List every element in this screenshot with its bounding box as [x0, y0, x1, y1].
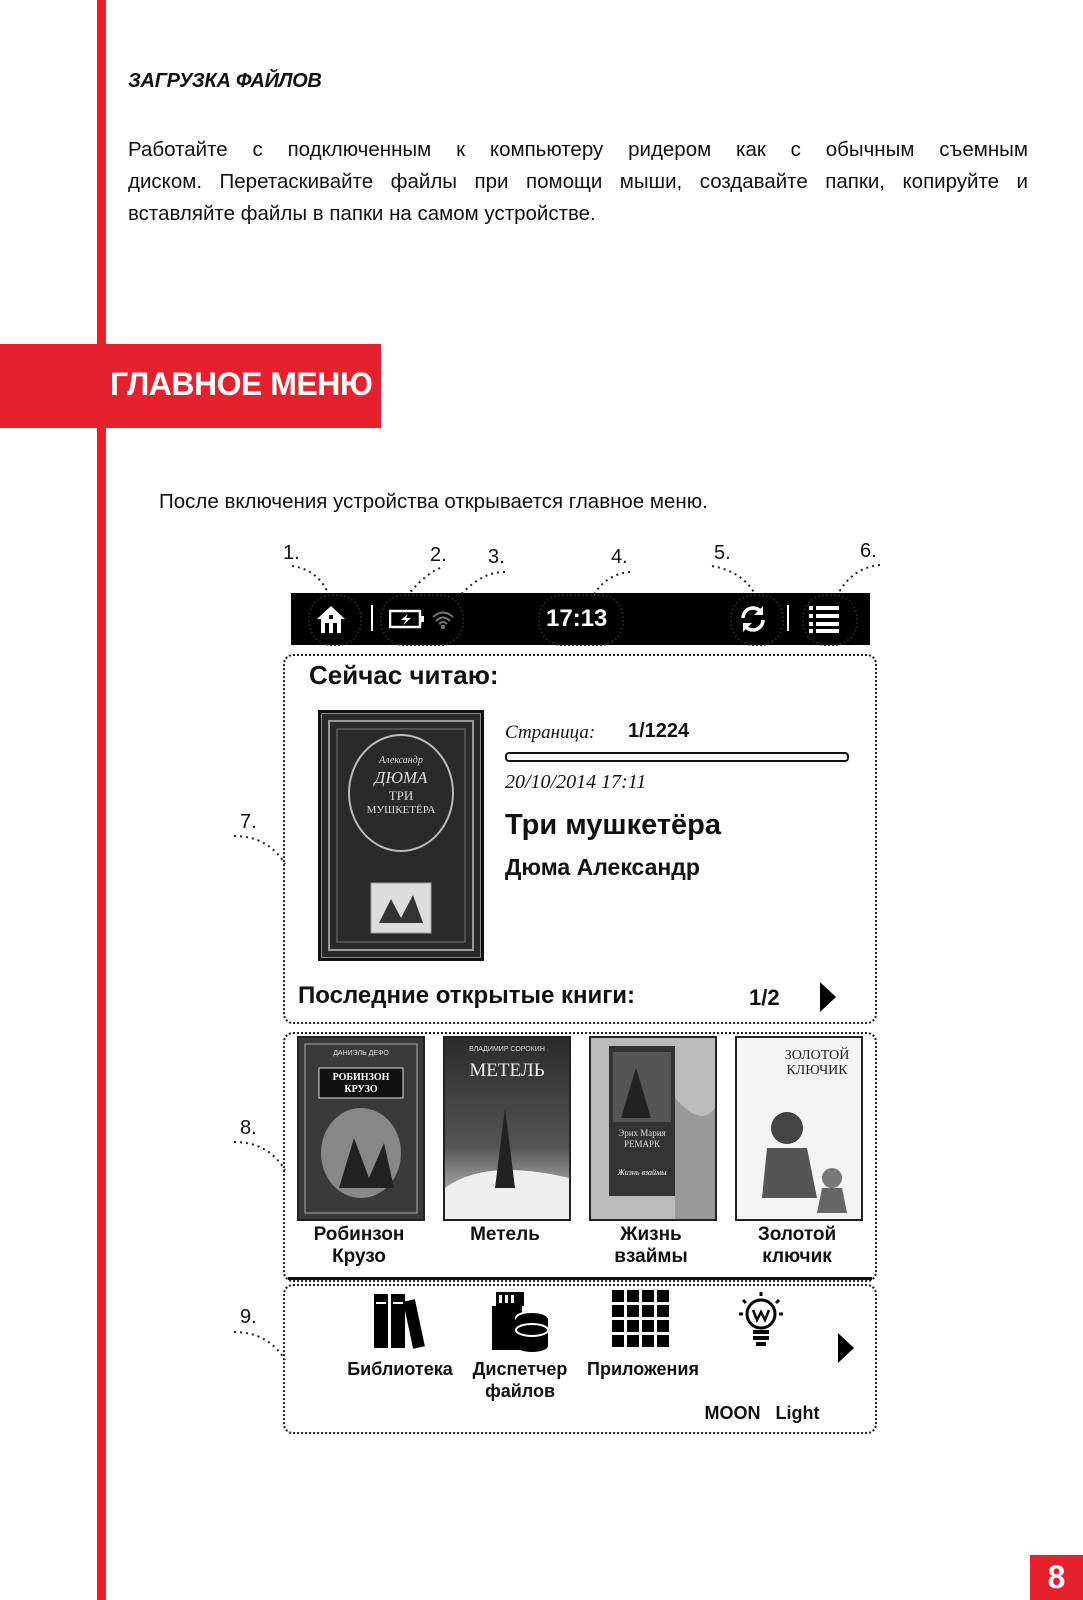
highlight-ring [730, 594, 784, 646]
paragraph-line: диском. Перетаскивайте файлы при помощи мыши, создавайте папки, копируйте и [128, 170, 1028, 193]
now-reading-heading: Сейчас читаю: [309, 660, 499, 690]
status-time: 17:13 [546, 605, 608, 632]
label-line: Жизнь [620, 1224, 682, 1245]
recent-book-label[interactable] [284, 1224, 434, 1268]
cover-title: РОБИНЗОН КРУЗО [332, 1072, 390, 1095]
callout-9: 9. [240, 1306, 257, 1328]
next-page-arrow-icon[interactable] [820, 982, 836, 1012]
leader-line [234, 836, 285, 864]
label-line: Библиотека [347, 1359, 453, 1379]
recent-books-heading: Последние открытые книги: [298, 982, 635, 1009]
page-label: Страница: [505, 722, 596, 743]
reading-progress-bar [505, 752, 849, 762]
label-line: Приложения [587, 1359, 699, 1379]
book-cover-zhizn[interactable] [589, 1036, 717, 1221]
paragraph-line: Работайте с подключенным к компьютеру ридером как с обычным съемным [128, 138, 1028, 161]
callout-3: 3. [488, 546, 505, 568]
app-label-moon-light[interactable] [700, 1358, 824, 1446]
callout-2: 2. [430, 544, 447, 566]
label-line: Робинзон [313, 1224, 405, 1245]
last-read-date: 20/10/2014 17:11 [505, 771, 647, 793]
recent-book-label[interactable] [722, 1224, 872, 1268]
cover-title-2: МУШКЕТЁРА [366, 804, 436, 816]
label-line: взаймы [614, 1246, 688, 1267]
app-label-library[interactable] [340, 1358, 460, 1380]
callout-7: 7. [240, 811, 257, 833]
book-cover-zolotoy[interactable] [735, 1036, 863, 1221]
cover-title: Жизнь взаймы [617, 1168, 667, 1177]
highlight-ring [802, 594, 858, 646]
app-label-applications[interactable] [580, 1358, 706, 1380]
callout-8: 8. [240, 1117, 257, 1139]
cover-author-last: ДЮМА [374, 768, 428, 787]
apps-next-arrow-icon[interactable] [838, 1333, 854, 1363]
label-line: Крузо [332, 1246, 386, 1267]
separator [371, 605, 373, 631]
intro-text: После включения устройства открывается главное меню. [159, 490, 708, 513]
book-cover-main[interactable] [318, 710, 484, 961]
cover-title: МЕТЕЛЬ [469, 1060, 545, 1081]
cover-author-first: Александр [379, 755, 423, 766]
page-value: 1/1224 [628, 720, 690, 742]
label-line: ключик [762, 1246, 832, 1267]
book-cover-metel[interactable] [443, 1036, 571, 1221]
label-line: файлов [484, 1381, 556, 1401]
label-line: Метель [470, 1224, 540, 1245]
book-author: Дюма Александр [505, 854, 700, 880]
highlight-ring [308, 594, 362, 646]
label-line: Золотой [757, 1224, 837, 1245]
cover-author: ДАНИЭЛЬ ДЕФО [333, 1050, 389, 1057]
callout-6: 6. [860, 540, 877, 562]
recent-books-page: 1/2 [749, 985, 780, 1010]
app-label-file-manager[interactable] [460, 1358, 580, 1402]
apps-grid-icon[interactable] [612, 1290, 670, 1353]
cover-title: ЗОЛОТОЙ КЛЮЧИК [784, 1048, 850, 1078]
cover-author: Эрих Мария РЕМАРК [618, 1128, 666, 1149]
callout-5: 5. [714, 542, 731, 564]
divider [288, 1277, 872, 1280]
cover-author: ВЛАДИМИР СОРОКИН [469, 1046, 545, 1053]
page-number: 8 [1030, 1555, 1083, 1600]
file-manager-icon[interactable] [490, 1290, 550, 1357]
paragraph-line: вставляйте файлы в папки на самом устройстве. [128, 202, 596, 225]
library-icon[interactable] [372, 1292, 428, 1355]
highlight-ring [538, 594, 624, 646]
callout-1: 1. [283, 542, 300, 564]
recent-book-label[interactable] [576, 1224, 726, 1268]
label-line: MOON Light [704, 1403, 820, 1423]
label-line: Диспетчер [472, 1359, 568, 1379]
banner-title: ГЛАВНОЕ МЕНЮ [110, 366, 373, 402]
callout-4: 4. [611, 546, 628, 568]
separator [787, 605, 789, 631]
lightbulb-icon[interactable] [738, 1290, 784, 1357]
highlight-ring [380, 594, 464, 646]
leader-line [234, 1332, 285, 1360]
recent-book-label[interactable] [430, 1224, 580, 1246]
leader-line [234, 1142, 285, 1170]
book-title[interactable]: Три мушкетёра [505, 809, 722, 841]
book-cover-robinson[interactable] [297, 1036, 425, 1221]
section-heading: ЗАГРУЗКА ФАЙЛОВ [128, 70, 322, 92]
cover-title-1: ТРИ [388, 788, 414, 803]
